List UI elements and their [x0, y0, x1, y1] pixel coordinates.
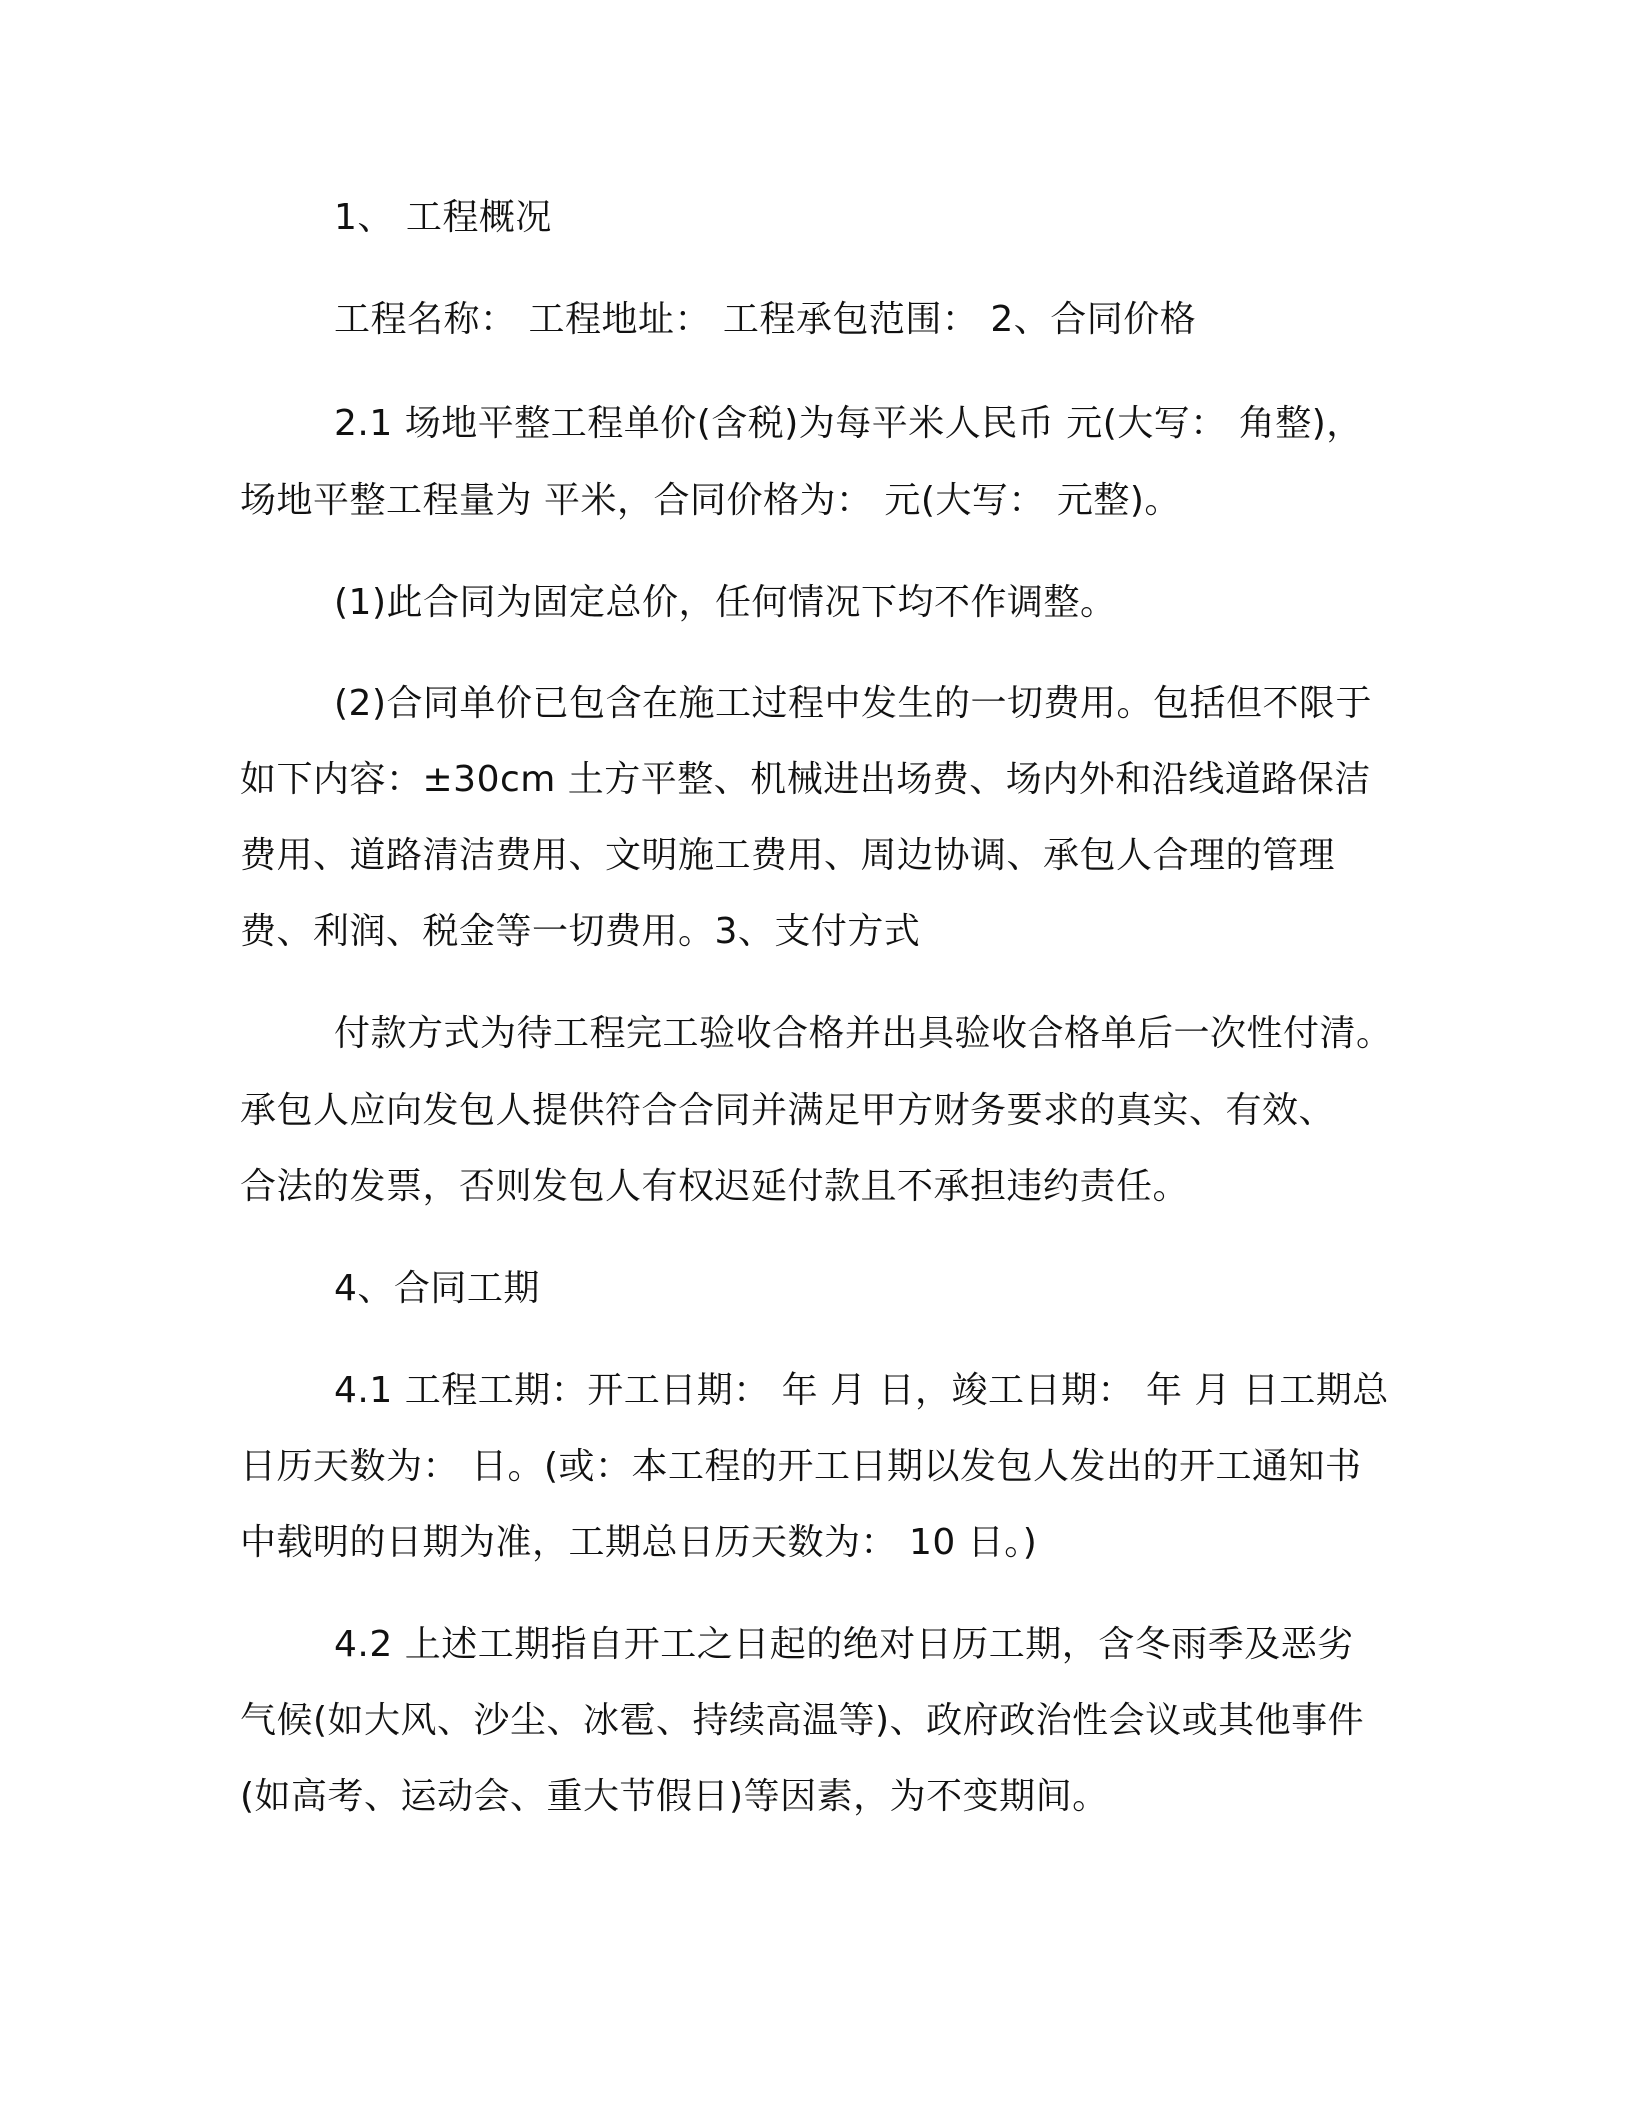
section-heading-period: 4、合同工期 — [334, 1268, 540, 1309]
section-heading-overview: 1、 工程概况 — [334, 197, 552, 238]
item-2-line-2: 如下内容：±30cm 土方平整、机械进出场费、场内外和沿线道路保洁 — [240, 759, 1371, 800]
clause-4-2-line-3: (如高考、运动会、重大节假日)等因素，为不变期间。 — [240, 1776, 1109, 1817]
project-fields-line: 工程名称： 工程地址： 工程承包范围： 2、合同价格 — [334, 299, 1197, 340]
clause-4-2-line-2: 气候(如大风、沙尘、冰雹、持续高温等)、政府政治性会议或其他事件 — [240, 1700, 1365, 1741]
clause-2-1-line-1: 2.1 场地平整工程单价(含税)为每平米人民币 元(大写： 角整)， — [334, 403, 1363, 444]
clause-4-2-line-1: 4.2 上述工期指自开工之日起的绝对日历工期，含冬雨季及恶劣 — [334, 1624, 1354, 1665]
item-2-line-1: (2)合同单价已包含在施工过程中发生的一切费用。包括但不限于 — [334, 683, 1372, 724]
clause-4-1-line-1: 4.1 工程工期：开工日期： 年 月 日，竣工日期： 年 月 日工期总 — [334, 1370, 1389, 1411]
item-1-line: (1)此合同为固定总价，任何情况下均不作调整。 — [334, 582, 1117, 623]
item-2-line-3: 费用、道路清洁费用、文明施工费用、周边协调、承包人合理的管理 — [240, 835, 1336, 876]
item-2-line-4: 费、利润、税金等一切费用。3、支付方式 — [240, 911, 921, 952]
payment-line-3: 合法的发票，否则发包人有权迟延付款且不承担违约责任。 — [240, 1166, 1190, 1207]
payment-line-2: 承包人应向发包人提供符合合同并满足甲方财务要求的真实、有效、 — [240, 1090, 1336, 1131]
clause-4-1-line-3: 中载明的日期为准，工期总日历天数为： 10 日。) — [240, 1522, 1038, 1563]
clause-4-1-line-2: 日历天数为： 日。(或：本工程的开工日期以发包人发出的开工通知书 — [240, 1446, 1362, 1487]
payment-line-1: 付款方式为待工程完工验收合格并出具验收合格单后一次性付清。 — [334, 1013, 1393, 1054]
clause-2-1-line-2: 场地平整工程量为 平米，合同价格为： 元(大写： 元整)。 — [240, 480, 1181, 521]
